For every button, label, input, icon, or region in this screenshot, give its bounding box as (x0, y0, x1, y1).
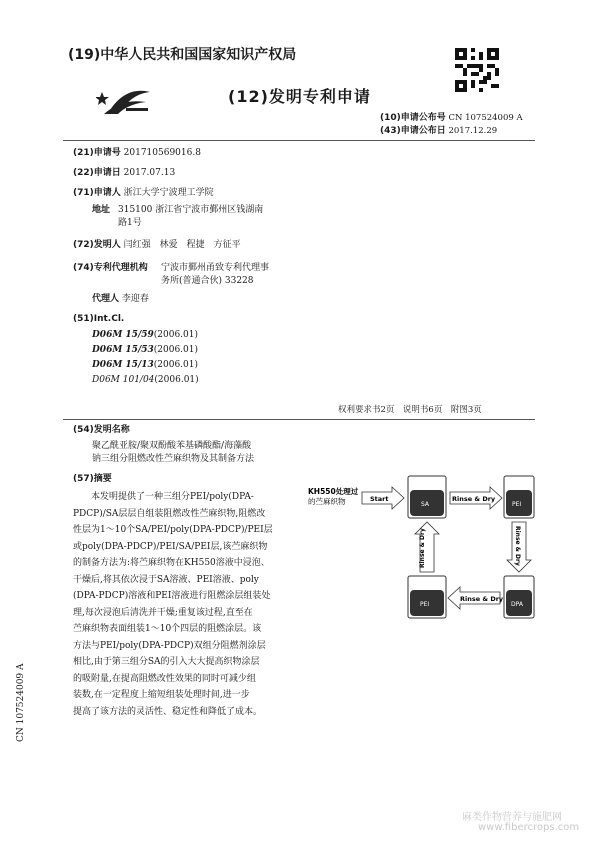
agency: 宁波市鄞州甬致专利代理事 务所(普通合伙) 33228 (161, 263, 270, 286)
abstract-label: (57)摘要 (73, 474, 112, 484)
publication-date: (43)申请公布日 2017.12.29 (380, 126, 498, 136)
header-divider (63, 140, 535, 141)
svg-text:SA: SA (421, 501, 430, 508)
cnipa-logo (96, 84, 154, 118)
publication-number: (10)申请公布号 CN 107524009 A (380, 113, 523, 123)
ipc-item: D06M 101/04(2006.01) (92, 375, 199, 385)
address: 315100 浙江省宁波市鄞州区钱湖南 路1号 (118, 205, 264, 228)
qr-code (455, 48, 499, 92)
rinse-label-2: Rinse & Dry (514, 526, 521, 566)
side-publication-number: CN 107524009 A (16, 663, 26, 742)
section-divider (63, 419, 535, 420)
abstract-text: 本发明提供了一种三组分PEI/poly(DPA- PDCP)/SA层层自组装阻燃改性苎麻织物,阻燃改 性层为1～10个SA/PEI/poly(DPA-PDCP)/PEI层 或poly(DPA-PDCP)/PEI/SA/PEI层,该苎麻织物 的制备方法为:将苎麻织物在KH550溶液中浸泡、 干燥后,将其依次浸于SA溶液、PEI溶液、poly (DPA-PDCP)溶液和PEI溶液进行阻燃涂层组装处 理,每次浸泡后清洗并干燥;重复该过程,直至在 苎麻织物表面组装1～10个四层的阻燃涂层。该 方法与PEI/poly(DPA-PDCP)双组分阻燃剂涂层 相比,由于第三组分SA的引入大大提高织物涂层 的吸附量,在提高阻燃改性效果的同时可减少组 装数,在一定程度上缩短组装处理时间,进一步 提高了该方法的灵活性、稳定性和降低了成本。 (73, 492, 273, 717)
beaker-pei-1 (504, 476, 534, 518)
invention-title: 聚乙酰亚胺/聚双酚酸苯基磷酸酯/海藻酸 钠三组分阻燃改性苎麻织物及其制备方法 (92, 441, 255, 464)
beaker-dpa (504, 576, 534, 618)
rinse-label-1: Rinse & Dry (452, 495, 496, 503)
ipc-item: D06M 15/59(2006.01) (92, 330, 199, 340)
rinse-label-4: Rinse & Dry (419, 528, 426, 568)
filing-date: (22)申请日 2017.07.13 (73, 168, 176, 178)
rinse-label-3: Rinse & Dry (460, 595, 504, 603)
office-name: (19)中华人民共和国国家知识产权局 (68, 47, 297, 63)
process-diagram (300, 470, 535, 630)
page-count-info: 权利要求书2页 说明书6页 附图3页 (338, 405, 482, 415)
application-number: (21)申请号 201710569016.8 (73, 148, 201, 158)
ipc-label: (51)Int.Cl. (73, 314, 125, 324)
ipc-item: D06M 15/53(2006.01) (92, 345, 199, 355)
svg-text:PEI: PEI (512, 501, 522, 508)
beaker-sa (408, 476, 446, 518)
beaker-pei-2 (408, 576, 446, 618)
start-label: Start (370, 495, 389, 503)
document-type: (12)发明专利申请 (228, 87, 371, 106)
applicant: (71)申请人 浙江大学宁波理工学院 (73, 188, 214, 198)
watermark-title: 麻类作物营养与施肥网 (462, 812, 562, 823)
ipc-item: D06M 15/13(2006.01) (92, 360, 199, 370)
ipc-list (92, 329, 199, 389)
agent: 代理人 李迎春 (92, 294, 149, 304)
svg-text:DPA: DPA (511, 601, 523, 608)
svg-text:PEI: PEI (420, 601, 430, 608)
agency-label: (74)专利代理机构 (73, 263, 148, 273)
title-label: (54)发明名称 (73, 425, 130, 435)
input-label-2: 的苎麻织物 (308, 497, 346, 506)
address-label: 地址 (92, 205, 111, 215)
watermark-url: www.fibercrops.com (478, 822, 580, 833)
input-label: KH550处理过 (308, 487, 359, 496)
inventors: (72)发明人 闫红强 林爱 程捷 方征平 (73, 240, 241, 250)
